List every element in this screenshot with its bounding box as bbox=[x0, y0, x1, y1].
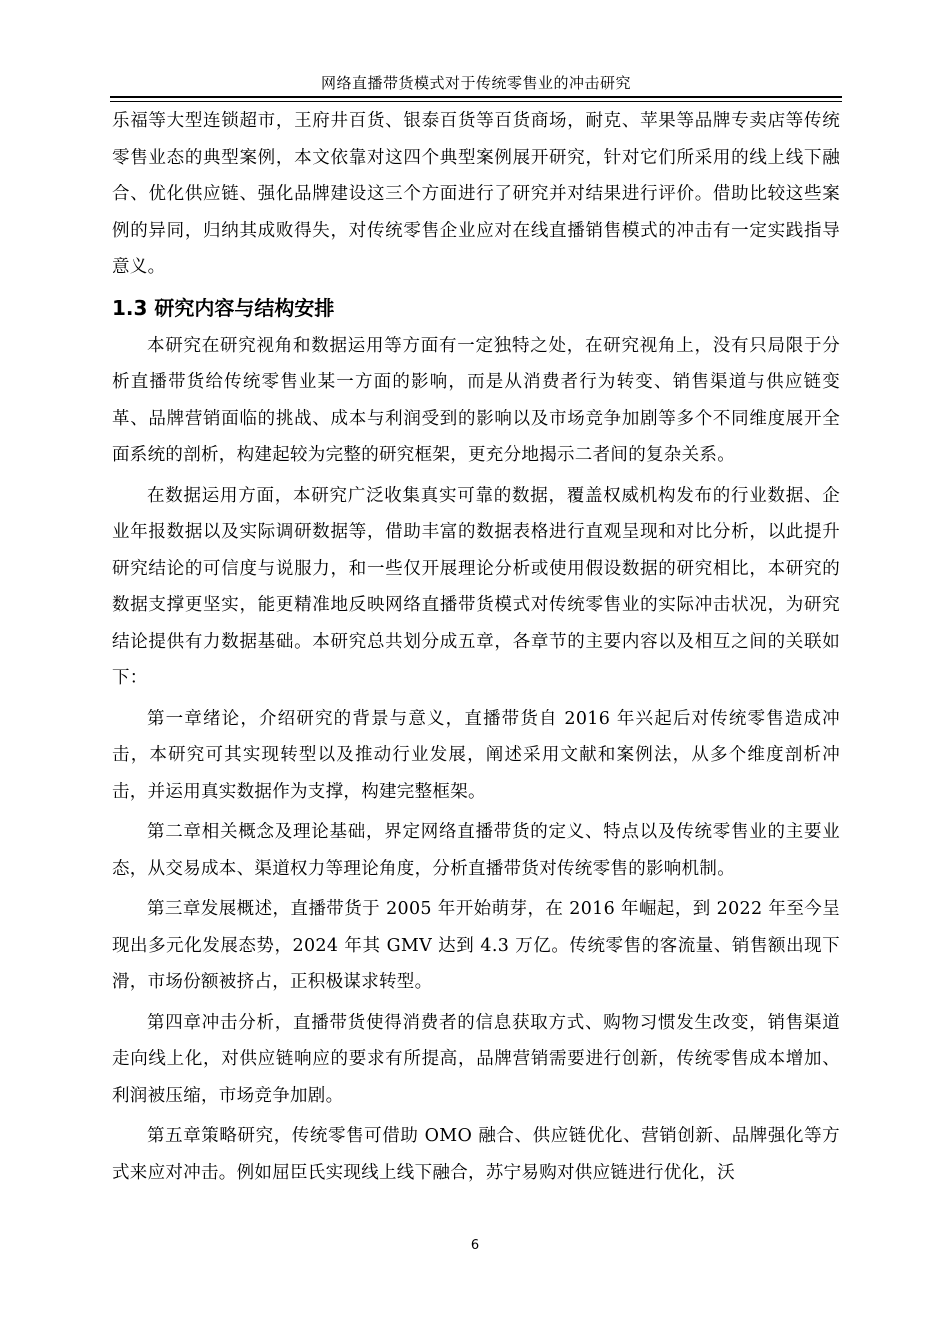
body-text bbox=[112, 103, 840, 1191]
paragraph-research-perspective: 本研究在研究视角和数据运用等方面有一定独特之处，在研究视角上，没有只局限于分析直播带货给传统零售业某一方面的影响，而是从消费者行为转变、销售渠道与供应链变革、品牌营销面临的挑战、成本与利润受到的影响以及市场竞争加剧等多个不同维度展开全面系统的剖析，构建起较为完整的研究框架，更充分地揭示二者间的复杂关系。 bbox=[112, 335, 840, 465]
paragraph-chapter-four: 第四章冲击分析，直播带货使得消费者的信息获取方式、购物习惯发生改变，销售渠道走向线上化，对供应链响应的要求有所提高，品牌营销需要进行创新，传统零售成本增加、利润被压缩，市场竞争加剧。 bbox=[112, 1012, 840, 1106]
section-heading: 1.3 研究内容与结构安排 bbox=[112, 295, 335, 320]
paragraph-chapter-three: 第三章发展概述，直播带货于 2005 年开始萌芽，在 2016 年崛起，到 2022 年至今呈现出多元化发展态势，2024 年其 GMV 达到 4.3 万亿。传统零售的客流量、销售额出现下滑，市场份额被挤占，正积极谋求转型。 bbox=[112, 899, 840, 992]
paragraph-chapter-two: 第二章相关概念及理论基础，界定网络直播带货的定义、特点以及传统零售业的主要业态，从交易成本、渠道权力等理论角度，分析直播带货对传统零售的影响机制。 bbox=[112, 822, 840, 879]
header-rule-thick bbox=[110, 96, 842, 98]
paragraph-chapter-one: 第一章绪论，介绍研究的背景与意义，直播带货自 2016 年兴起后对传统零售造成冲击，本研究可其实现转型以及推动行业发展，阐述采用文献和案例法，从多个维度剖析冲击，并运用真实数据作为支撑，构建完整框架。 bbox=[112, 708, 840, 802]
header-rule-thin bbox=[110, 101, 842, 102]
paragraph-data-usage: 在数据运用方面，本研究广泛收集真实可靠的数据，覆盖权威机构发布的行业数据、企业年报数据以及实际调研数据等，借助丰富的数据表格进行直观呈现和对比分析，以此提升研究结论的可信度与说服力，和一些仅开展理论分析或使用假设数据的研究相比，本研究的数据支撑更坚实，能更精准地反映网络直播带货模式对传统零售业的实际冲击状况，为研究结论提供有力数据基础。本研究总共划分成五章，各章节的主要内容以及相互之间的关联如下： bbox=[112, 485, 840, 688]
running-header: 网络直播带货模式对于传统零售业的冲击研究 bbox=[320, 74, 631, 92]
paragraph-continued: 乐福等大型连锁超市，王府井百货、银泰百货等百货商场，耐克、苹果等品牌专卖店等传统零售业态的典型案例，本文依靠对这四个典型案例展开研究，针对它们所采用的线上线下融合、优化供应链、强化品牌建设这三个方面进行了研究并对结果进行评价。借助比较这些案例的异同，归纳其成败得失，对传统零售企业应对在线直播销售模式的冲击有一定实践指导意义。 bbox=[112, 111, 840, 277]
paragraph-chapter-five: 第五章策略研究，传统零售可借助 OMO 融合、供应链优化、营销创新、品牌强化等方式来应对冲击。例如屈臣氏实现线上线下融合，苏宁易购对供应链进行优化，沃 bbox=[112, 1126, 840, 1183]
page-number: 6 bbox=[470, 1238, 480, 1253]
